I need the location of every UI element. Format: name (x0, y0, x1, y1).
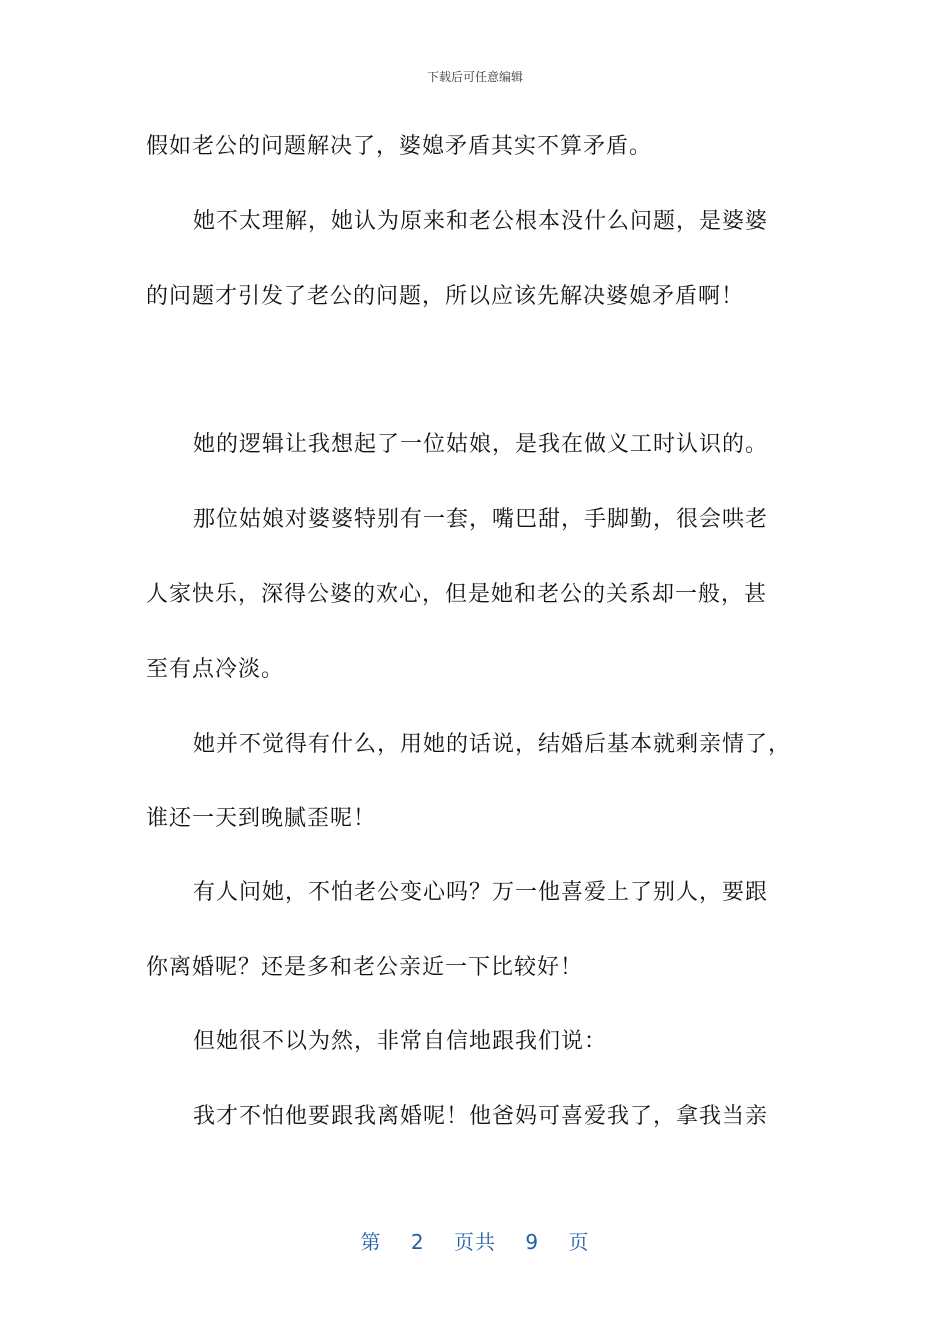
text-line: 我才不怕他要跟我离婚呢！他爸妈可喜爱我了，拿我当亲 (193, 1104, 769, 1129)
page-header: 下载后可任意编辑 (426, 70, 523, 84)
text-line: 那位姑娘对婆婆特别有一套，嘴巴甜，手脚勤，很会哄老 (193, 507, 769, 532)
text-line: 你离婚呢？还是多和老公亲近一下比较好！ (146, 955, 584, 980)
footer-middle: 页共 (454, 1230, 496, 1254)
text-line: 假如老公的问题解决了，婆媳矛盾其实不算矛盾。 (146, 134, 653, 159)
text-line: 人家快乐，深得公婆的欢心，但是她和老公的关系却一般，甚 (146, 582, 768, 607)
text-line: 她的逻辑让我想起了一位姑娘，是我在做义工时认识的。 (193, 432, 769, 457)
text-line: 谁还一天到晚腻歪呢！ (146, 806, 377, 831)
current-page-number: 2 (410, 1230, 425, 1254)
text-line: 有人问她，不怕老公变心吗？万一他喜爱上了别人，要跟 (193, 880, 769, 905)
footer-prefix: 第 (360, 1230, 382, 1254)
text-line: 她不太理解，她认为原来和老公根本没什么问题，是婆婆 (193, 209, 769, 234)
text-line: 但她很不以为然，非常自信地跟我们说： (193, 1029, 608, 1054)
page-footer (0, 1226, 950, 1255)
text-line: 至有点冷淡。 (146, 657, 285, 682)
text-line: 的问题才引发了老公的问题，所以应该先解决婆媳矛盾啊！ (146, 284, 745, 309)
total-pages-number: 9 (525, 1230, 540, 1254)
footer-suffix: 页 (568, 1230, 590, 1254)
text-line: 她并不觉得有什么，用她的话说，结婚后基本就剩亲情了， (193, 732, 792, 757)
